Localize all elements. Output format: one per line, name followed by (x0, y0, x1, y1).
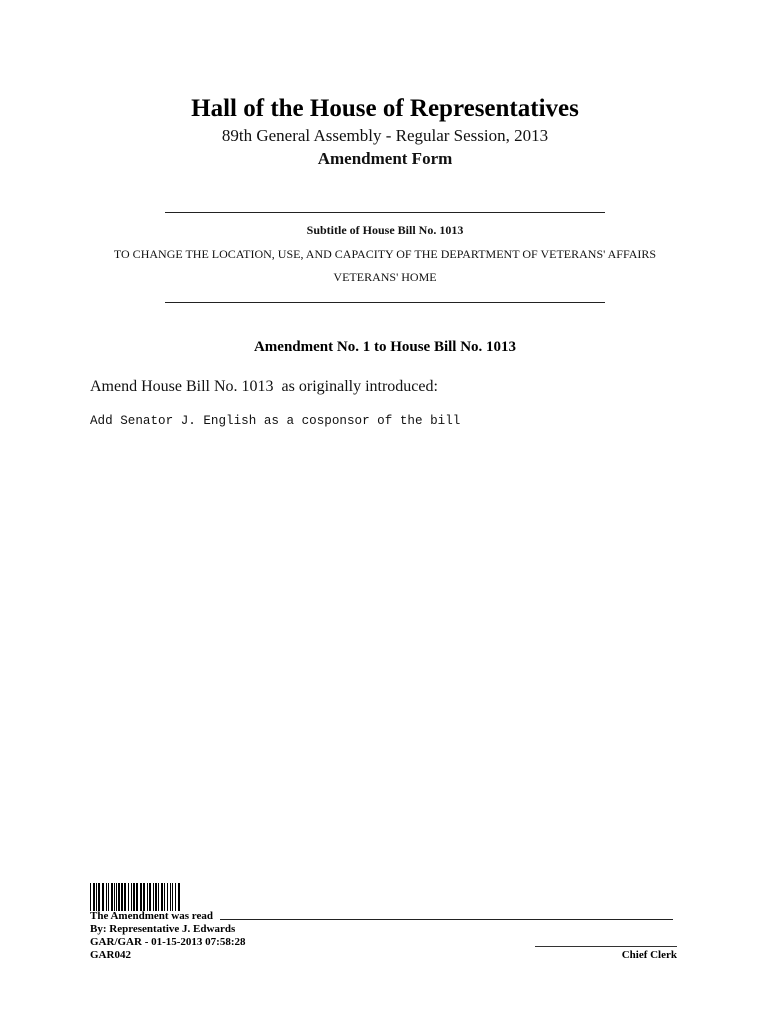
barcode-bar (128, 883, 129, 911)
barcode-bar (155, 883, 157, 911)
barcode-bar (121, 883, 123, 911)
form-name: Amendment Form (317, 149, 453, 168)
barcode-bar (118, 883, 120, 911)
barcode-bar (102, 883, 104, 911)
document-title: Hall of the House of Representatives (191, 95, 579, 122)
timestamp-stamp: GAR/GAR - 01-15-2013 07:58:28 (90, 936, 246, 948)
barcode-bar (170, 883, 171, 911)
barcode-bar (153, 883, 154, 911)
barcode-bar (108, 883, 109, 911)
barcode-bar (158, 883, 159, 911)
barcode-bar (96, 883, 97, 911)
barcode-bar (116, 883, 117, 911)
barcode-bar (167, 883, 168, 911)
clerk-signature-line (535, 946, 677, 947)
document-code: GAR042 (90, 949, 131, 961)
barcode-bar (131, 883, 132, 911)
barcode-bar (133, 883, 135, 911)
barcode-bar (164, 883, 165, 911)
barcode-bar (143, 883, 145, 911)
barcode-bar (114, 883, 115, 911)
amendment-heading: Amendment No. 1 to House Bill No. 1013 (253, 339, 517, 355)
barcode-bar (178, 883, 180, 911)
barcode-bar (147, 883, 148, 911)
barcode-bar (111, 883, 113, 911)
barcode-bar (93, 883, 95, 911)
bottom-divider (165, 302, 605, 303)
barcode-bar (98, 883, 100, 911)
read-signature-line (220, 919, 673, 920)
clerk-title: Chief Clerk (621, 949, 677, 961)
amendment-body: Add Senator J. English as a cosponsor of the bill (90, 414, 461, 428)
barcode-bar (136, 883, 138, 911)
barcode (90, 883, 181, 911)
subtitle-line: VETERANS' HOME (333, 270, 437, 284)
barcode-bar (149, 883, 151, 911)
read-label: The Amendment was read (90, 910, 213, 922)
barcode-bar (90, 883, 91, 911)
barcode-bar (175, 883, 176, 911)
subtitle-heading: Subtitle of House Bill No. 1013 (306, 223, 464, 237)
sponsor-line: By: Representative J. Edwards (90, 923, 236, 935)
top-divider (165, 212, 605, 213)
session-line: 89th General Assembly - Regular Session, 2013 (221, 126, 549, 145)
barcode-bar (106, 883, 107, 911)
barcode-bar (140, 883, 142, 911)
subtitle-line: TO CHANGE THE LOCATION, USE, AND CAPACITY OF THE DEPARTMENT OF VETERANS' AFFAIRS (113, 247, 657, 261)
barcode-bar (172, 883, 173, 911)
amendment-instruction: Amend House Bill No. 1013 as originally introduced: (90, 378, 438, 395)
barcode-bar (124, 883, 126, 911)
barcode-bar (161, 883, 163, 911)
